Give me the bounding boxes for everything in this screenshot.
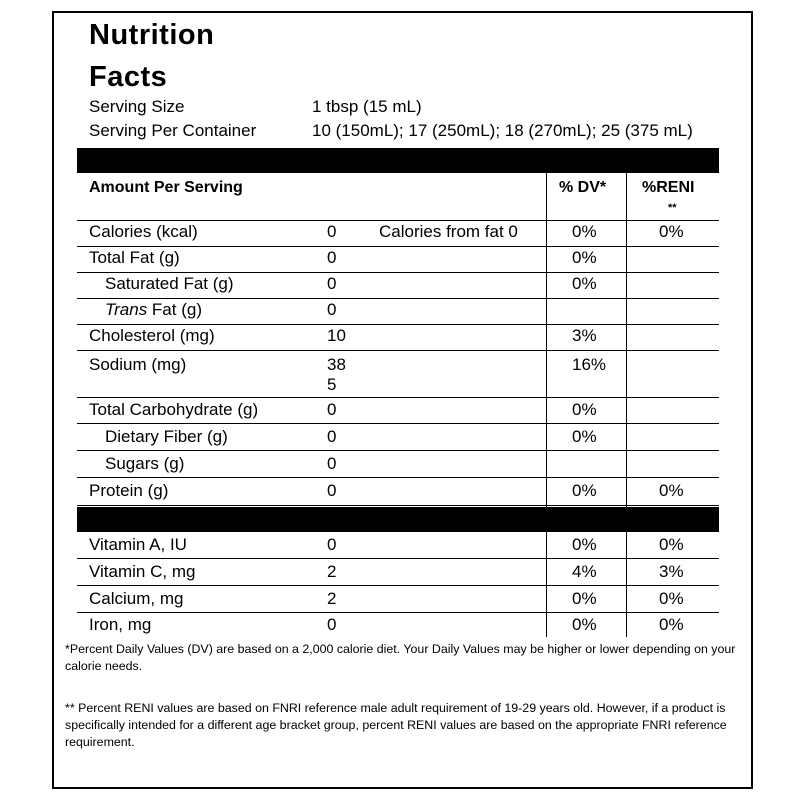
nutrient-name: Sugars (g) <box>105 454 185 473</box>
vitamin-name: Vitamin A, IU <box>89 535 187 554</box>
nutrient-value: 0 <box>327 427 337 446</box>
nutrient-value: 0 <box>327 400 337 419</box>
vitamin-reni: 0% <box>659 589 684 608</box>
nutrient-value: 0 <box>327 248 337 267</box>
nutrient-dv: 0% <box>572 274 597 293</box>
nutrient-name: Dietary Fiber (g) <box>105 427 228 446</box>
servings-per-container-label: Serving Per Container <box>89 121 257 140</box>
label-title-line1: Nutrition <box>89 19 215 51</box>
dv-footnote: *Percent Daily Values (DV) are based on a 2,000 calorie diet. Your Daily Values may be higher or lower depending on your calorie needs. <box>65 642 736 673</box>
nutrient-name: Calories (kcal) <box>89 222 198 241</box>
nutrient-value-line1: 38 <box>327 355 346 374</box>
nutrient-value: 0 <box>327 274 337 293</box>
serving-size-label: Serving Size <box>89 97 185 116</box>
nutrient-name: Total Fat (g) <box>89 248 180 267</box>
vitamin-value: 0 <box>327 535 337 554</box>
vitamin-name: Vitamin C, mg <box>89 562 196 581</box>
nutrient-name: Cholesterol (mg) <box>89 326 215 345</box>
vitamin-dv: 4% <box>572 562 597 581</box>
vitamin-name: Calcium, mg <box>89 589 184 608</box>
vitamin-row <box>77 532 719 559</box>
nutrient-dv: 0% <box>572 427 597 446</box>
nutrient-name <box>105 300 202 320</box>
trans-italic: Trans <box>105 300 148 319</box>
nutrient-dv: 0% <box>572 248 597 267</box>
vitamin-row <box>77 586 719 613</box>
servings-per-container-value: 10 (150mL); 17 (250mL); 18 (270mL); 25 (375 mL) <box>312 121 693 140</box>
vitamin-name: Iron, mg <box>89 615 152 634</box>
vitamin-value: 2 <box>327 562 337 581</box>
nutrient-row <box>77 451 719 478</box>
vitamin-reni: 0% <box>659 535 684 554</box>
vitamin-dv: 0% <box>572 615 597 634</box>
reni-heading: %RENI <box>642 179 695 196</box>
nutrient-name: Saturated Fat (g) <box>105 274 234 293</box>
amount-per-serving-heading: Amount Per Serving <box>89 179 243 196</box>
nutrient-row <box>77 221 719 247</box>
vitamin-value: 0 <box>327 615 337 634</box>
nutrient-name: Sodium (mg) <box>89 355 187 374</box>
nutrient-dv: 0% <box>572 400 597 419</box>
nutrient-value: 0 <box>327 481 337 500</box>
mid-black-bar <box>77 507 719 532</box>
vitamin-reni: 0% <box>659 615 684 634</box>
vitamin-dv: 0% <box>572 535 597 554</box>
calories-from-fat: Calories from fat 0 <box>379 222 518 241</box>
dv-heading: % DV* <box>559 179 607 196</box>
nutrient-reni: 0% <box>659 481 684 500</box>
vitamin-row <box>77 559 719 586</box>
nutrient-row <box>77 247 719 273</box>
nutrient-value: 0 <box>327 300 337 319</box>
trans-rest: Fat (g) <box>147 300 202 319</box>
vitamin-reni: 3% <box>659 562 684 581</box>
nutrient-dv: 0% <box>572 222 597 241</box>
nutrient-value: 0 <box>327 222 337 241</box>
top-black-bar <box>77 148 719 173</box>
vitamin-dv: 0% <box>572 589 597 608</box>
reni-heading-mark: ** <box>668 202 677 214</box>
nutrient-row <box>77 325 719 351</box>
nutrient-row <box>77 273 719 299</box>
nutrient-dv: 3% <box>572 326 597 345</box>
nutrient-row <box>77 424 719 451</box>
header-row <box>77 173 719 221</box>
nutrient-row <box>77 478 719 506</box>
nutrient-row <box>77 299 719 325</box>
nutrient-value: 0 <box>327 454 337 473</box>
nutrient-dv: 0% <box>572 481 597 500</box>
nutrient-name: Total Carbohydrate (g) <box>89 400 259 419</box>
nutrient-dv: 16% <box>572 355 607 374</box>
vitamin-row <box>77 613 719 637</box>
vitamin-value: 2 <box>327 589 337 608</box>
nutrient-row <box>77 398 719 424</box>
serving-size-value: 1 tbsp (15 mL) <box>312 97 422 116</box>
nutrient-value: 10 <box>327 326 346 345</box>
nutrient-reni: 0% <box>659 222 684 241</box>
nutrient-row <box>77 351 719 398</box>
label-title-line2: Facts <box>89 61 168 93</box>
reni-footnote: ** Percent RENI values are based on FNRI reference male adult requirement of 19-29 years old. However, if a product is specifically intended for a different age bracket group, percent RENI values are based on the appropriate FNRI reference requirement. <box>65 701 727 749</box>
nutrient-name: Protein (g) <box>89 481 169 500</box>
nutrient-value-line2: 5 <box>327 375 337 394</box>
